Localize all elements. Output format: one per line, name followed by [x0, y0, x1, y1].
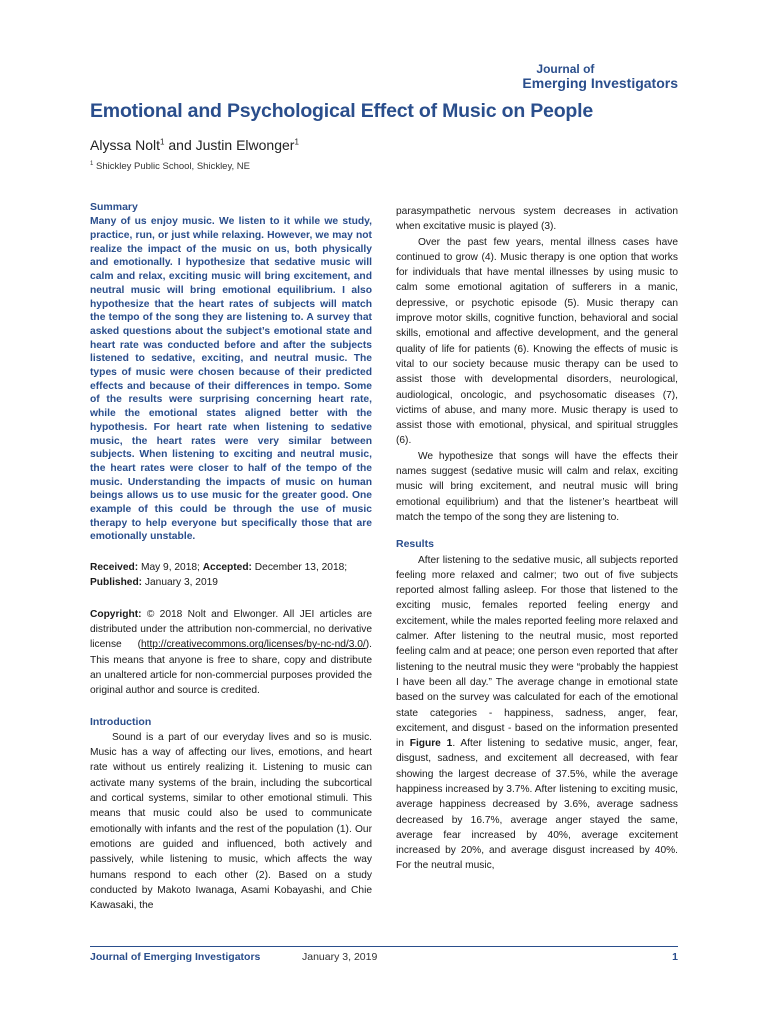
author-affil-marker: 1 — [160, 137, 165, 147]
license-link[interactable]: http://creativecommons.org/licenses/by-nc-nd/3.0/ — [140, 639, 366, 651]
introduction-heading: Introduction — [90, 715, 152, 728]
accepted-date: December 13, 2018; — [251, 562, 348, 574]
footer-divider — [90, 946, 678, 947]
received-label: Received: — [90, 562, 139, 574]
summary-text: Many of us enjoy music. We listen to it while we study, practice, run, or just while relaxing. However, we may not realize the impact of the music on us, both physically and emotionally. I hypothesize that sedative music will calm and relax, exciting music will bring excitement, and neutral music will bring emotional equilibrium. I also hypothesize that the heart rates of subjects will match the tempo of the song they are listening to. A survey that asked questions about the subject’s emotional state and heart rate was conducted before and after the subjects listened to sedative, exciting, and neutral music. The types of music were chosen because of their predicted effects and because of their differences in tempo. Some of the results were surprising concerning heart rate, while the emotional states aligned better with the hypothesis. For heart rate when listening to sedative music, the heart rates were very similar between subjects. When listening to exciting and neutral music, the heart rates were closer to half of the tempo of the music. Understanding the impacts of music on human beings allows us to use music for the greater good. One example of this could be through the use of music therapy to help everyone but specifically those that are emotionally unstable. — [90, 216, 372, 543]
copyright-text: © 2018 Nolt and Elwonger. All JEI articles are distributed under the attribution non-commercial, no derivative license ( — [90, 608, 372, 651]
results-paragraph — [396, 553, 678, 874]
results-heading: Results — [396, 538, 434, 551]
left-column — [90, 200, 372, 913]
affiliation-text: Shickley Public School, Shickley, NE — [95, 161, 250, 173]
published-label: Published: — [90, 577, 143, 589]
published-date: January 3, 2019 — [142, 577, 218, 589]
author-name: Alyssa Nolt — [90, 137, 161, 153]
summary-heading: Summary — [90, 201, 138, 213]
results-text: . After listening to sedative music, anger, fear, disgust, sadness, and excitement all decreased, with fear showing the largest decrease of 37.5%, while the average happiness increased by 3.7%. After listening to exciting music, average happiness decreased by 3.6%, average sadness decreased by 16.7%, average anger stayed the same, average fear increased by 40%, average excitement increased by 20%, and average disgust increased by 40%. For the neutral music, — [396, 738, 678, 872]
introduction-paragraph: Over the past few years, mental illness cases have continued to grow (4). Music therapy is one option that works for individuals that have mental illnesses by using music to calm some emotional agitation of sufferers in a manic, depressive, or psychotic episode (5). Music therapy can improve motor skills, cognitive function, behavioral and social skills, emotional and affective development, and the general quality of life for patients (6). Knowing the effects of music is vital to our society because music therapy can be used to assist those with developmental disorders, neurological, audiological, oncologic, and psychosomatic diseases (7), victims of abuse, and many more. Music therapy is used to assist those with emotional, physical, and spiritual struggles (6). — [396, 236, 678, 447]
accepted-label: Accepted: — [202, 562, 252, 574]
journal-logo — [522, 62, 678, 90]
figure-reference: Figure 1 — [409, 738, 453, 750]
page-number: 1 — [672, 951, 678, 963]
introduction-paragraph: Sound is a part of our everyday lives and so is music. Music has a way of affecting our lives, emotions, and heart rate without us entirely realizing it. Listening to music can activate many systems of the brain, including the subcortical and cortical systems, similar to other emotional stimuli. This means that music could also be used to communicate emotionally with infants and the rest of the population (1). Our emotions are guided and influenced, both actively and passively, while listening to music, which affects the way humans respond to each other (2). Based on a study conducted by Makoto Iwanaga, Asami Kobayashi, and Chie Kawasaki, the — [90, 731, 372, 912]
footer-date: January 3, 2019 — [302, 951, 378, 963]
article-dates — [90, 560, 372, 591]
journal-logo-line1: Journal of — [536, 62, 595, 76]
introduction-paragraph: parasympathetic nervous system decreases in activation when excitative music is played (3). — [396, 206, 678, 233]
author-name: and Justin Elwonger — [164, 137, 295, 153]
copyright-label: Copyright: — [90, 608, 142, 620]
page-footer — [90, 951, 678, 967]
copyright-notice — [90, 607, 372, 699]
author-line — [90, 137, 299, 153]
results-text: After listening to the sedative music, all subjects reported feeling more relaxed and calmer; two out of five subjects reported almost falling asleep. For those that listened to the exciting music, females reported feeling energy and excitement, while the males reported feeling more relaxed and calmer. After listening to the neutral music, most reported feeling calm and at peace; one person even reported that after listening to the neutral music they were “probably the happiest I have been all day.” The average change in emotional state based on the survey was calculated for each of the emotional state categories - happiness, sadness, anger, fear, excitement, and disgust - based on the information presented in — [396, 554, 678, 750]
journal-logo-line2: Emerging Investigators — [522, 75, 678, 91]
affiliation — [90, 161, 250, 172]
introduction-paragraph: We hypothesize that songs will have the effects their names suggest (sedative music will calm and relax, exciting music will bring excitement, and neutral music will bring emotional equilibrium) and that the listener’s heartbeat will match the tempo of the song they are listening to. — [396, 450, 678, 523]
received-date: May 9, 2018; — [138, 562, 203, 574]
right-column — [396, 204, 678, 874]
article-title: Emotional and Psychological Effect of Music on People — [90, 100, 593, 122]
copyright-text: ). This means that anyone is free to share, copy and distribute an unaltered article for non-commercial purposes provided the original author and source is credited. — [90, 639, 372, 697]
footer-journal-name: Journal of Emerging Investigators — [90, 951, 261, 963]
author-affil-marker: 1 — [294, 137, 299, 147]
affiliation-marker: 1 — [90, 161, 94, 167]
